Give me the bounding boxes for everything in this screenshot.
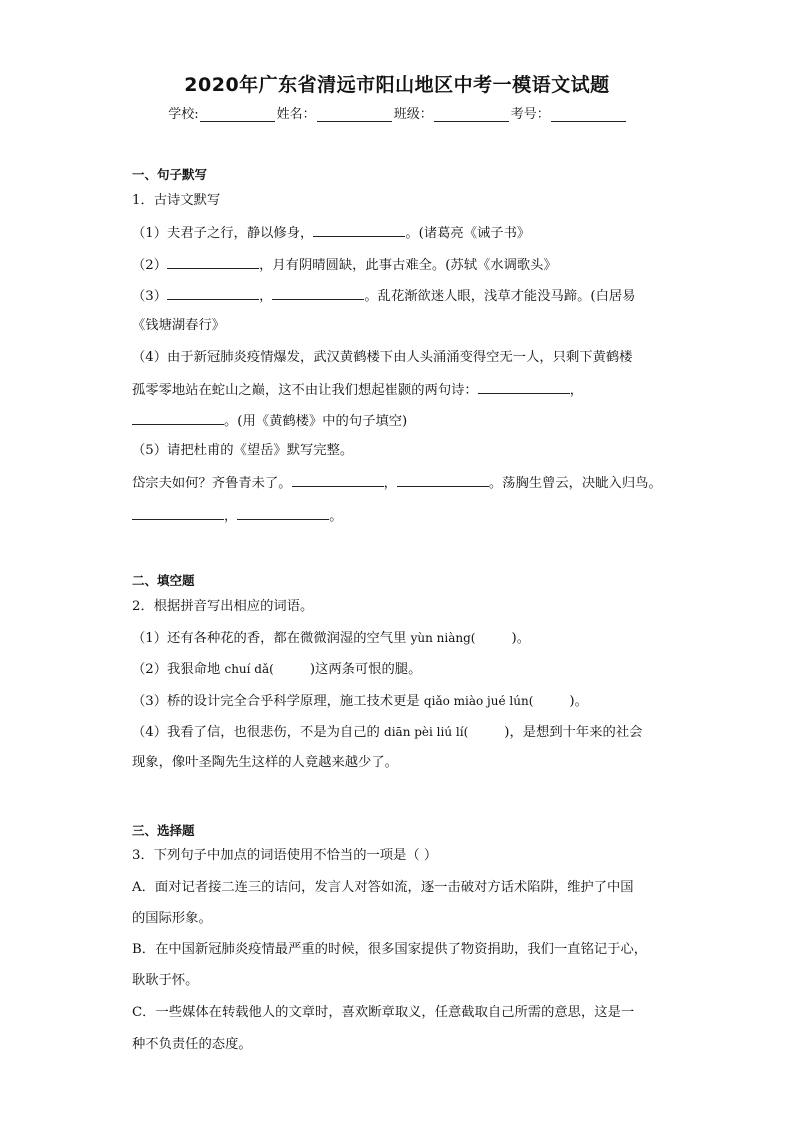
answer-blank[interactable] xyxy=(132,506,224,520)
class-label: 班级： xyxy=(393,107,433,122)
answer-blank[interactable] xyxy=(237,506,329,520)
student-info-row xyxy=(0,103,794,122)
answer-blank[interactable] xyxy=(167,286,259,300)
school-label: 学校: xyxy=(168,107,199,122)
page-title: 2020年广东省清远市阳山地区中考一模语文试题 xyxy=(184,74,610,96)
section1-heading: 一、句子默写 xyxy=(132,167,208,182)
question-2: 2．根据拼音写出相应的词语。 xyxy=(132,599,314,614)
poem-comma-2: ， xyxy=(224,509,238,524)
q2-item-3 xyxy=(132,692,588,711)
option-b-line1[interactable]: B．在中国新冠肺炎疫情最严重的时候，很多国家提供了物资捐助，我们一直铭记于心， xyxy=(132,942,648,957)
name-label: 姓名： xyxy=(276,107,316,122)
q1-item-2-text: ，月有阴晴圆缺，此事古难全。(苏轼《水调歌头》 xyxy=(259,258,557,273)
q2-item-3-end: )。 xyxy=(569,694,588,709)
q1-item-2-num: （2） xyxy=(132,258,168,273)
q1-item-3-comma: ， xyxy=(259,289,273,304)
q1-item-4-line1: （4）由于新冠肺炎疫情爆发，武汉黄鹤楼下由人头涌涌变得空无一人，只剩下黄鹤楼 xyxy=(132,350,633,365)
q2-item-1-text: （1）还有各种花的香，都在微微润湿的空气里 xyxy=(132,631,411,646)
question-1: 1．古诗文默写 xyxy=(132,193,221,208)
answer-blank[interactable] xyxy=(132,411,224,425)
number-blank[interactable] xyxy=(551,107,626,122)
answer-blank[interactable] xyxy=(272,286,364,300)
answer-blank[interactable] xyxy=(397,473,489,487)
q1-item-4-comma: ， xyxy=(569,383,584,398)
q2-item-4-line2: 现象，像叶圣陶先生这样的人竟越来越少了。 xyxy=(132,755,398,770)
answer-blank[interactable] xyxy=(292,473,384,487)
q1-item-3 xyxy=(132,286,635,306)
option-a-line2: 的国际形象。 xyxy=(132,911,212,926)
q2-item-4-text: （4）我看了信，也很悲伤，不是为自己的 xyxy=(132,725,385,740)
section3-heading: 三、选择题 xyxy=(132,823,195,838)
question-3: 3．下列句子中加点的词语使用不恰当的一项是（ ） xyxy=(132,848,438,863)
q1-item-4-note: 。(用《黄鹤楼》中的句子填空) xyxy=(224,414,408,429)
pinyin: chuí dǎ( xyxy=(224,662,274,676)
school-blank[interactable] xyxy=(200,107,275,122)
option-c-line2: 种不负责任的态度。 xyxy=(132,1037,252,1052)
q2-item-2-text: （2）我狠命地 xyxy=(132,662,225,677)
name-blank[interactable] xyxy=(317,107,392,122)
poem-period: 。 xyxy=(329,509,343,524)
q1-item-3-text: 。乱花渐欲迷人眼，浅草才能没马蹄。(白居易 xyxy=(364,289,636,304)
q1-item-1-source: 。(诸葛亮《诫子书》 xyxy=(405,226,531,241)
class-field[interactable] xyxy=(394,103,509,122)
pinyin: qiǎo miào jué lún( xyxy=(423,694,534,708)
q2-item-1 xyxy=(132,629,530,648)
answer-blank[interactable] xyxy=(478,380,570,394)
q2-item-2 xyxy=(132,660,421,679)
option-c-line1[interactable]: C．一些媒体在转载他人的文章时，喜欢断章取义，任意截取自己所需的意思，这是一 xyxy=(132,1005,635,1020)
q1-item-3-source: 《钱塘湖春行》 xyxy=(132,318,226,333)
option-a-line1[interactable]: A．面对记者接二连三的诘问，发言人对答如流，逐一击破对方话术陷阱，维护了中国 xyxy=(132,880,634,895)
q2-item-4-end: )，是想到十年来的社会 xyxy=(504,725,643,740)
pinyin: yùn niàng( xyxy=(410,631,476,645)
q1-item-5: （5）请把杜甫的《望岳》默写完整。 xyxy=(132,443,354,458)
class-blank[interactable] xyxy=(434,107,509,122)
number-label: 考号： xyxy=(510,107,550,122)
number-field[interactable] xyxy=(511,103,626,122)
poem-text: 岱宗夫如何？齐鲁青未了。 xyxy=(132,476,292,491)
q1-item-5-poem-line2 xyxy=(132,506,343,526)
poem-comma: ， xyxy=(383,476,397,491)
answer-blank[interactable] xyxy=(313,223,405,237)
q1-item-2 xyxy=(132,255,557,275)
school-field[interactable] xyxy=(168,103,274,122)
q1-item-1 xyxy=(132,223,530,243)
q2-item-3-text: （3）桥的设计完全合乎科学原理，施工技术更是 xyxy=(132,694,424,709)
q2-item-1-end: )。 xyxy=(511,631,530,646)
section2-heading: 二、填空题 xyxy=(132,573,195,588)
q1-item-4-text: 孤零零地站在蛇山之巅，这不由让我们想起崔颢的两句诗： xyxy=(132,383,478,398)
poem-text-2: 。荡胸生曾云，决眦入归鸟。 xyxy=(488,476,662,491)
pinyin: diān pèi liú lí( xyxy=(384,725,469,739)
option-b-line2: 耿耿于怀。 xyxy=(132,973,199,988)
q1-item-4-line2 xyxy=(132,380,583,400)
q2-item-2-end: )这两条可恨的腿。 xyxy=(309,662,422,677)
q1-item-4-line3 xyxy=(132,411,407,431)
name-field[interactable] xyxy=(277,103,392,122)
q1-item-1-text: （1）夫君子之行，静以修身， xyxy=(132,226,314,241)
q2-item-4 xyxy=(132,723,642,742)
answer-blank[interactable] xyxy=(167,255,259,269)
q1-item-5-poem-line1 xyxy=(132,473,662,493)
q1-item-3-num: （3） xyxy=(132,289,168,304)
